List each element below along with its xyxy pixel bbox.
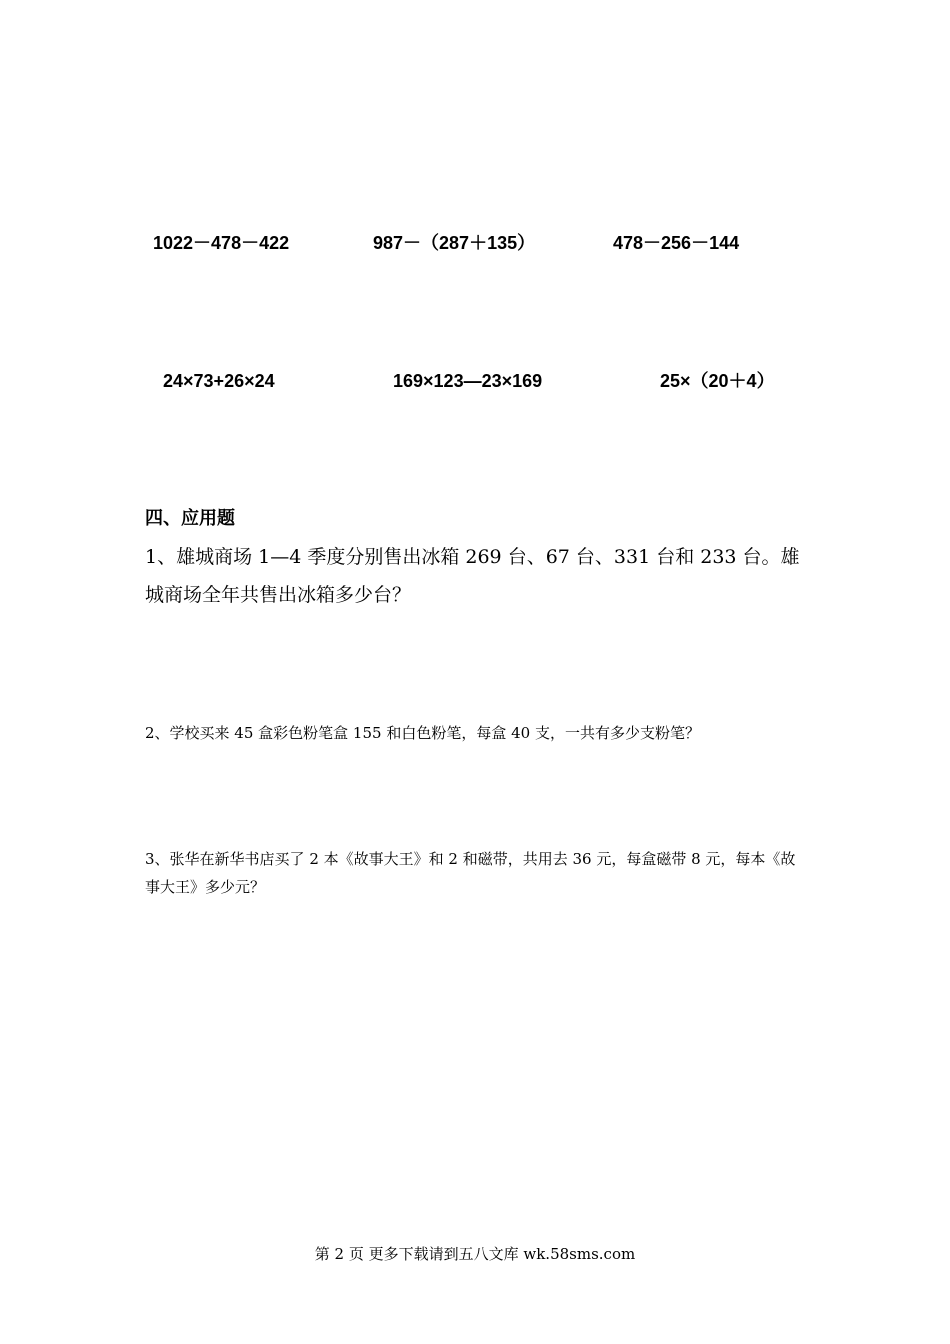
question-1: 1、雄城商场 1—4 季度分别售出冰箱 269 台、67 台、331 台和 233 台。雄城商场全年共售出冰箱多少台？ bbox=[145, 546, 800, 606]
expression-3: 478－256－144 bbox=[613, 233, 740, 253]
expression-2: 987－（287＋135） bbox=[373, 233, 536, 253]
question-2: 2、学校买来 45 盒彩色粉笔盒 155 和白色粉笔，每盒 40 支，一共有多少支粉笔？ bbox=[145, 724, 700, 742]
expression-1: 1022－478－422 bbox=[153, 233, 290, 253]
question-3: 3、张华在新华书店买了 2 本《故事大王》和 2 和磁带，共用去 36 元，每盒磁带 8 元，每本《故事大王》多少元？ bbox=[145, 850, 796, 896]
expression-4: 24×73+26×24 bbox=[163, 371, 275, 391]
expression-6: 25×（20＋4） bbox=[660, 371, 775, 391]
section-title: 四、应用题 bbox=[145, 508, 235, 529]
expression-5: 169×123—23×169 bbox=[393, 371, 543, 391]
page-footer: 第 2 页 更多下载请到五八文库 wk.58sms.com bbox=[314, 1245, 636, 1263]
